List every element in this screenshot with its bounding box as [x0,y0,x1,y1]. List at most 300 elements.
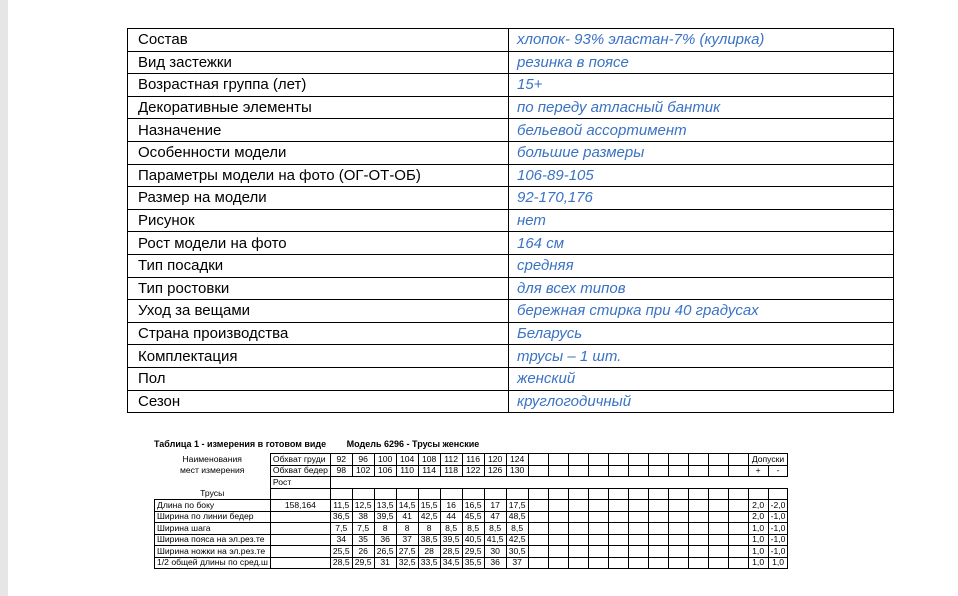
empty-cell [748,477,768,489]
measure-value: 8 [396,523,418,535]
measurement-table [154,453,804,569]
measure-value: 47 [484,511,506,523]
empty-cell [648,454,668,466]
tolerance-minus-value: -2,0 [768,500,788,512]
measure-value: 42,5 [506,534,528,546]
spec-row [128,254,894,277]
chest-size: 124 [506,454,528,466]
measure-value: 40,5 [462,534,484,546]
spec-key: Назначение [128,119,509,142]
empty-cell [548,511,568,523]
empty-cell [728,557,748,569]
measure-value: 16 [440,500,462,512]
empty-cell [462,477,484,489]
empty-cell [608,523,628,535]
empty-cell [528,511,548,523]
empty-cell [418,477,440,489]
empty-cell [528,523,548,535]
spec-value: бельевой ассортимент [509,119,894,142]
measure-value: 45,5 [462,511,484,523]
spec-key: Размер на модели [128,187,509,210]
measure-value: 30 [484,546,506,558]
spec-key: Вид застежки [128,51,509,74]
tolerance-plus-value: 2,0 [748,511,768,523]
empty-cell [568,465,588,477]
empty-cell [708,454,728,466]
empty-cell [708,523,728,535]
meas-garment-row [155,488,804,500]
spec-key: Страна производства [128,322,509,345]
tolerance-plus-value: 2,0 [748,500,768,512]
spec-value: трусы – 1 шт. [509,345,894,368]
height-label: Рост [270,477,330,489]
empty-cell [548,534,568,546]
measure-value: 36 [484,557,506,569]
measure-value: 38 [352,511,374,523]
empty-cell [588,465,608,477]
tolerance-minus-value: -1,0 [768,511,788,523]
spec-row [128,187,894,210]
empty-cell [548,500,568,512]
empty-cell [608,557,628,569]
measure-name: Ширина шага [155,523,271,535]
measure-value: 28 [418,546,440,558]
empty-cell [628,465,648,477]
spec-row [128,51,894,74]
spec-row [128,29,894,52]
empty-cell [668,465,688,477]
measure-value: 35 [352,534,374,546]
empty-cell [708,500,728,512]
empty-cell [668,546,688,558]
empty-cell [728,534,748,546]
garment-label: Трусы [200,488,225,499]
caption-model: Модель 6296 - Трусы женские [346,439,480,449]
empty-cell [748,488,768,500]
spec-key: Пол [128,367,509,390]
measure-value: 41,5 [484,534,506,546]
measure-value: 32,5 [396,557,418,569]
spec-value: нет [509,209,894,232]
spec-row [128,300,894,323]
empty-cell [568,454,588,466]
empty-cell [628,546,648,558]
empty-cell [728,500,748,512]
tolerance-plus: + [748,465,768,477]
empty-cell [568,523,588,535]
empty-cell [648,500,668,512]
chest-label: Обхват груди [270,454,330,466]
empty-cell [396,477,418,489]
spec-row [128,141,894,164]
empty-cell [688,488,708,500]
chest-size: 100 [374,454,396,466]
empty-cell [528,488,548,500]
empty-cell [728,546,748,558]
measure-value: 36,5 [330,511,352,523]
measure-name: Длина по боку [155,500,271,512]
empty-cell [588,534,608,546]
meas-header-row [155,454,804,466]
empty-cell [608,454,628,466]
empty-cell [506,477,528,489]
empty-cell [548,557,568,569]
empty-cell [330,488,352,500]
empty-cell [668,557,688,569]
empty-cell [588,511,608,523]
empty-cell [768,488,788,500]
measure-value: 8 [374,523,396,535]
measure-value: 11,5 [330,500,352,512]
measure-value: 16,5 [462,500,484,512]
spec-row [128,119,894,142]
spec-key: Параметры модели на фото (ОГ-ОТ-ОБ) [128,164,509,187]
empty-cell [588,488,608,500]
measure-value: 14,5 [396,500,418,512]
measure-value: 8 [418,523,440,535]
height-value [270,511,330,523]
measure-value: 8,5 [506,523,528,535]
spec-key: Особенности модели [128,141,509,164]
empty-cell [648,477,668,489]
measure-value: 26 [352,546,374,558]
empty-cell [668,477,688,489]
measure-value: 30,5 [506,546,528,558]
measure-value: 34 [330,534,352,546]
empty-cell [668,523,688,535]
measure-value: 37 [506,557,528,569]
empty-cell [708,534,728,546]
empty-cell [688,454,708,466]
spec-key: Рисунок [128,209,509,232]
empty-cell [352,477,374,489]
empty-cell [648,465,668,477]
meas-data-row [155,546,804,558]
empty-cell [588,477,608,489]
spec-value: средняя [509,254,894,277]
measure-value: 7,5 [330,523,352,535]
empty-cell [608,465,628,477]
meas-data-row [155,557,804,569]
spec-value: 164 см [509,232,894,255]
measure-value: 36 [374,534,396,546]
empty-cell [628,534,648,546]
measure-value: 7,5 [352,523,374,535]
empty-cell [708,477,728,489]
empty-cell [728,523,748,535]
empty-cell [628,511,648,523]
empty-cell [668,534,688,546]
measure-value: 42,5 [418,511,440,523]
empty-cell [528,454,548,466]
spec-value: для всех типов [509,277,894,300]
empty-cell [440,477,462,489]
spec-value: 106-89-105 [509,164,894,187]
height-value: 158,164 [270,500,330,512]
empty-cell [648,557,668,569]
tolerance-plus-value: 1,0 [748,534,768,546]
empty-cell [528,557,548,569]
empty-cell [728,511,748,523]
empty-cell [568,477,588,489]
hip-size: 126 [484,465,506,477]
empty-cell [608,488,628,500]
spec-value: бережная стирка при 40 градусах [509,300,894,323]
measure-value: 37 [396,534,418,546]
spec-value: круглогодичный [509,390,894,413]
measurement-caption [154,439,497,449]
spec-row [128,390,894,413]
empty-cell [352,488,374,500]
empty-cell [568,511,588,523]
measure-value: 34,5 [440,557,462,569]
empty-cell [588,523,608,535]
spec-row [128,277,894,300]
tolerance-minus-value: 1,0 [768,557,788,569]
empty-cell [374,477,396,489]
measure-value: 35,5 [462,557,484,569]
empty-cell [588,546,608,558]
spec-row [128,209,894,232]
spec-key: Уход за вещами [128,300,509,323]
empty-cell [568,534,588,546]
chest-size: 92 [330,454,352,466]
measure-value: 25,5 [330,546,352,558]
empty-cell [688,546,708,558]
empty-cell [568,488,588,500]
chest-size: 96 [352,454,374,466]
spec-value: хлопок- 93% эластан-7% (кулирка) [509,29,894,52]
hip-size: 122 [462,465,484,477]
hip-label: Обхват бедер [270,465,330,477]
measure-name: Ширина ножки на эл.рез.те [155,546,271,558]
chest-size: 112 [440,454,462,466]
measure-value: 29,5 [352,557,374,569]
header-name: мест измерения [179,465,245,476]
measure-value: 8,5 [462,523,484,535]
empty-cell [668,511,688,523]
tolerance-minus-value: -1,0 [768,534,788,546]
measure-name: 1/2 общей длины по сред.ш [155,557,271,569]
chest-size: 108 [418,454,440,466]
measure-value: 12,5 [352,500,374,512]
height-value [270,523,330,535]
empty-cell [528,534,548,546]
spec-key: Тип посадки [128,254,509,277]
empty-cell [568,500,588,512]
empty-cell [628,557,648,569]
tolerance-plus-value: 1,0 [748,546,768,558]
empty-cell [728,477,748,489]
measure-value: 44 [440,511,462,523]
empty-cell [648,523,668,535]
spec-value: большие размеры [509,141,894,164]
meas-data-row [155,523,804,535]
empty-cell [608,500,628,512]
document-page [8,0,958,596]
meas-header-row [155,465,804,477]
measure-value: 29,5 [462,546,484,558]
spec-value: по переду атласный бантик [509,96,894,119]
empty-cell [528,500,548,512]
empty-cell [528,477,548,489]
empty-cell [688,465,708,477]
measure-name: Ширина по линии бедер [155,511,271,523]
empty-cell [568,546,588,558]
measure-value: 28,5 [330,557,352,569]
measure-value: 33,5 [418,557,440,569]
empty-cell [688,523,708,535]
empty-cell [628,488,648,500]
empty-cell [628,477,648,489]
empty-cell [648,488,668,500]
spec-value: 92-170,176 [509,187,894,210]
measure-value: 39,5 [440,534,462,546]
spec-value: 15+ [509,74,894,97]
empty-cell [548,523,568,535]
spec-key: Рост модели на фото [128,232,509,255]
spec-row [128,74,894,97]
empty-cell [374,488,396,500]
spec-row [128,345,894,368]
meas-data-row [155,534,804,546]
spec-value: резинка в поясе [509,51,894,74]
measure-value: 13,5 [374,500,396,512]
empty-cell [648,511,668,523]
empty-cell [396,488,418,500]
tolerance-plus-value: 1,0 [748,523,768,535]
measure-name: Ширина пояса на эл.рез.те [155,534,271,546]
height-value [270,557,330,569]
spec-value: Беларусь [509,322,894,345]
empty-cell [528,546,548,558]
empty-cell [608,534,628,546]
empty-cell [688,511,708,523]
measure-value: 8,5 [484,523,506,535]
measure-value: 28,5 [440,546,462,558]
height-value [270,534,330,546]
empty-cell [418,488,440,500]
empty-cell [548,454,568,466]
measure-value: 38,5 [418,534,440,546]
spec-row [128,164,894,187]
chest-size: 120 [484,454,506,466]
spec-value: женский [509,367,894,390]
spec-row [128,96,894,119]
hip-size: 102 [352,465,374,477]
empty-cell [588,557,608,569]
meas-gap-row [155,477,804,489]
empty-cell [330,477,352,489]
empty-cell [628,454,648,466]
empty-cell [728,465,748,477]
empty-cell [688,557,708,569]
empty-cell [588,454,608,466]
empty-cell [688,534,708,546]
spec-row [128,367,894,390]
header-name: Наименования [182,453,242,464]
chest-size: 104 [396,454,418,466]
tolerance-minus-value: -1,0 [768,523,788,535]
empty-cell [270,488,330,500]
empty-cell [728,454,748,466]
empty-cell [548,546,568,558]
empty-cell [648,546,668,558]
hip-size: 98 [330,465,352,477]
empty-cell [548,477,568,489]
spec-key: Тип ростовки [128,277,509,300]
chest-size: 116 [462,454,484,466]
measure-value: 39,5 [374,511,396,523]
empty-cell [608,511,628,523]
tolerance-plus-value: 1,0 [748,557,768,569]
empty-cell [462,488,484,500]
tolerance-label: Допуски [748,454,788,466]
measure-value: 41 [396,511,418,523]
tolerance-minus-value: -1,0 [768,546,788,558]
empty-cell [708,465,728,477]
caption-table-title: Таблица 1 - измерения в готовом виде [154,439,327,449]
empty-cell [688,477,708,489]
empty-cell [548,465,568,477]
empty-cell [768,477,788,489]
empty-cell [708,557,728,569]
empty-cell [688,500,708,512]
hip-size: 118 [440,465,462,477]
hip-size: 106 [374,465,396,477]
empty-cell [668,454,688,466]
empty-cell [648,534,668,546]
empty-cell [548,488,568,500]
empty-cell [568,557,588,569]
spec-row [128,322,894,345]
empty-cell [708,488,728,500]
spec-row [128,232,894,255]
measure-value: 31 [374,557,396,569]
empty-cell [728,488,748,500]
measure-value: 48,5 [506,511,528,523]
empty-cell [668,500,688,512]
empty-cell [506,488,528,500]
empty-cell [528,465,548,477]
spec-key: Возрастная группа (лет) [128,74,509,97]
empty-cell [668,488,688,500]
empty-cell [628,500,648,512]
height-value [270,546,330,558]
meas-data-row [155,500,804,512]
empty-cell [155,477,271,489]
empty-cell [628,523,648,535]
measure-value: 8,5 [440,523,462,535]
measure-value: 27,5 [396,546,418,558]
hip-size: 110 [396,465,418,477]
empty-cell [440,488,462,500]
hip-size: 130 [506,465,528,477]
empty-cell [708,546,728,558]
product-spec-table [127,28,894,413]
measure-value: 15,5 [418,500,440,512]
meas-data-row [155,511,804,523]
empty-cell [588,500,608,512]
spec-key: Сезон [128,390,509,413]
hip-size: 114 [418,465,440,477]
spec-key: Состав [128,29,509,52]
spec-key: Декоративные элементы [128,96,509,119]
spec-key: Комплектация [128,345,509,368]
measure-value: 26,5 [374,546,396,558]
empty-cell [608,546,628,558]
empty-cell [608,477,628,489]
